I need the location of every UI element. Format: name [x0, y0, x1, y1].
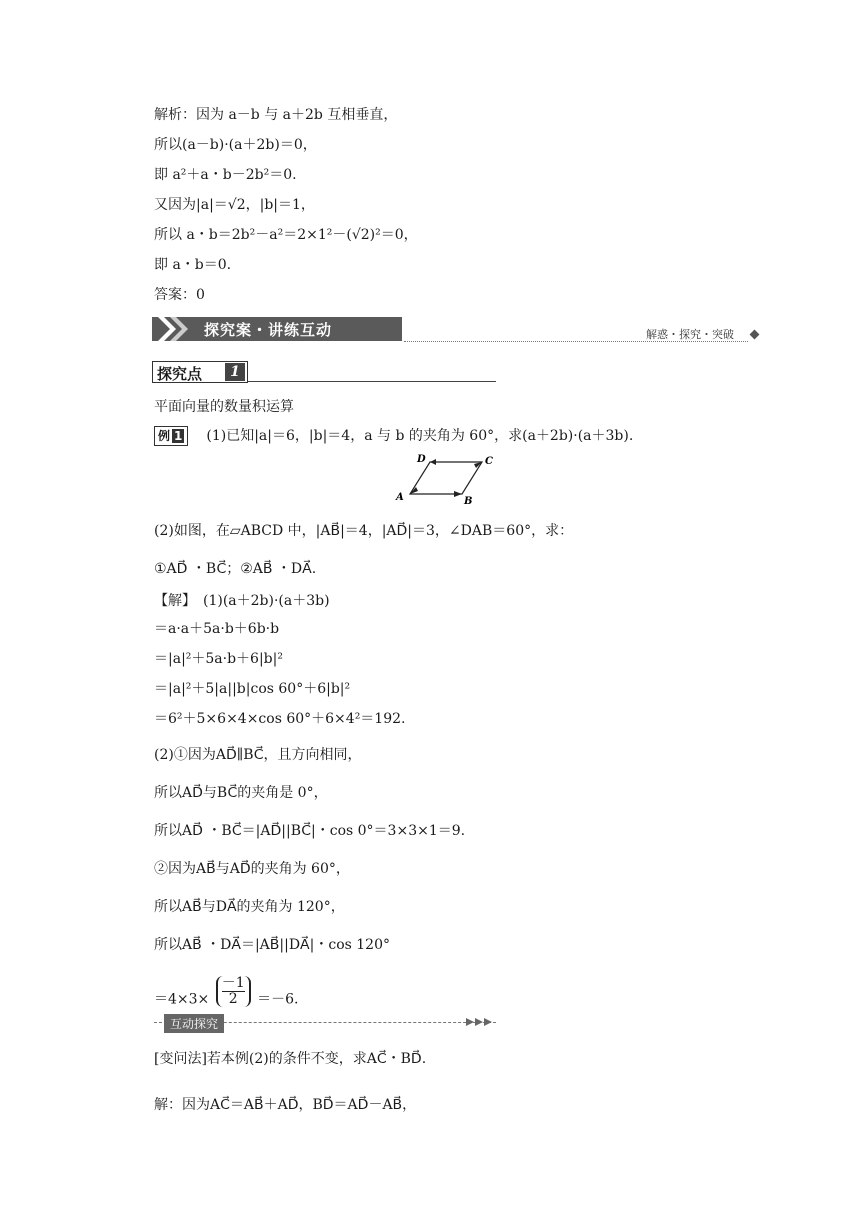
- analysis-line-5: 所以 a・b＝2b²－a²＝2×1²－(√2)²＝0，: [154, 227, 418, 243]
- section-banner: [152, 317, 762, 347]
- variation-solution: 解：因为AC⃗＝AB⃗＋AD⃗，BD⃗＝AD⃗－AB⃗，: [154, 1097, 417, 1113]
- vertex-label-b: B: [464, 496, 473, 506]
- s12-prefix: ＝4×3×: [154, 991, 210, 1008]
- analysis-line-4: 又因为|a|＝√2，|b|＝1，: [154, 197, 315, 213]
- vertex-label-d: D: [417, 454, 426, 465]
- analysis-line-3: 即 a²＋a・b－2b²＝0.: [154, 167, 297, 183]
- diamond-icon: [750, 330, 760, 340]
- example-question-2: (2)如图，在▱ABCD 中，|AB⃗|＝4，|AD⃗|＝3，∠DAB＝60°，求：: [154, 523, 574, 539]
- solution-line-7: 所以AD⃗与BC⃗的夹角是 0°，: [154, 785, 328, 801]
- example-question-3: ①AD⃗ ・BC⃗；②AB⃗ ・DA⃗.: [154, 561, 317, 577]
- solution-line-6: (2)①因为AD⃗∥BC⃗，且方向相同，: [154, 747, 362, 763]
- solution-line-10: 所以AB⃗与DA⃗的夹角为 120°，: [154, 899, 345, 915]
- fraction-numerator: －1: [221, 975, 245, 991]
- solution-line-1: 【解】 (1)(a＋2b)·(a＋3b): [154, 593, 330, 609]
- solution-line-8: 所以AD⃗ ・BC⃗＝|AD⃗||BC⃗|・cos 0°＝3×3×1＝9.: [154, 823, 466, 839]
- analysis-line-1: 解析：因为 a－b 与 a＋2b 互相垂直，: [154, 107, 398, 123]
- solution-line-5: ＝6²＋5×6×4×cos 60°＋6×4²＝192.: [154, 711, 406, 727]
- banner-title: 探究案・讲练互动: [204, 321, 333, 339]
- tag-number: 1: [225, 363, 245, 381]
- tag-label: 探究点: [157, 365, 203, 383]
- parallelogram-figure: [390, 450, 500, 506]
- topic-title: 平面向量的数量积运算: [154, 399, 294, 415]
- solution-line-3: ＝|a|²＋5a·b＋6|b|²: [154, 651, 283, 667]
- tag-underline: [248, 381, 496, 382]
- analysis-line-2: 所以(a－b)·(a＋2b)＝0，: [154, 137, 317, 153]
- banner-subtitle: 解惑・探究・突破: [646, 328, 734, 341]
- chevron-arrow-icon: [152, 317, 196, 341]
- example-question-1: [154, 426, 633, 446]
- variation-question: [变问法]若本例(2)的条件不变，求AC⃗・BD⃗.: [154, 1051, 427, 1067]
- solution-line-2: ＝a·a＋5a·b＋6b·b: [154, 621, 280, 637]
- example-badge: 例 1: [154, 426, 188, 446]
- fraction-denominator: 2: [228, 991, 238, 1007]
- solution-line-4: ＝|a|²＋5|a||b|cos 60°＋6|b|²: [154, 681, 351, 697]
- vertex-label-a: A: [396, 492, 404, 503]
- fraction-paren: [216, 976, 251, 1007]
- solution-line-11: 所以AB⃗ ・DA⃗＝|AB⃗||DA⃗|・cos 120°: [154, 937, 390, 953]
- vertex-label-c: C: [485, 456, 493, 467]
- analysis-line-6: 即 a・b＝0.: [154, 257, 232, 273]
- solution-line-12: [154, 975, 299, 1015]
- example-q1-text: (1)已知|a|＝6，|b|＝4，a 与 b 的夹角为 60°，求(a＋2b)·(a＋3b).: [206, 428, 634, 444]
- solution-line-9: ②因为AB⃗与AD⃗的夹角为 60°，: [154, 861, 350, 877]
- s12-postfix: ＝－6.: [257, 991, 299, 1008]
- exploration-point-tag: [152, 361, 248, 383]
- arrow-end-icon: [466, 1016, 496, 1028]
- answer-line: 答案：0: [154, 287, 205, 303]
- interactive-badge: 互动探究: [164, 1014, 224, 1033]
